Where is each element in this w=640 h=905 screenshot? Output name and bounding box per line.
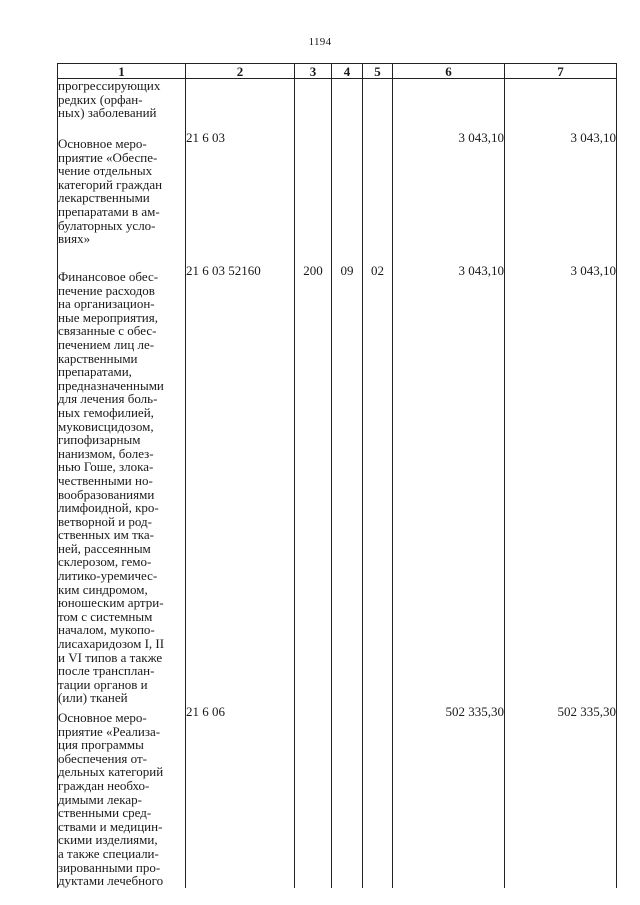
- budget-table: [57, 63, 617, 888]
- row-pr: [363, 131, 393, 264]
- row-pr: 02: [363, 264, 393, 705]
- row-vr: [295, 705, 332, 888]
- row-rz: [332, 79, 363, 132]
- row-name: Основное меро- приятие «Обеспе- чение отдельных категорий граждан лекарственными препаратами в ам- булаторных усло- виях»: [58, 131, 186, 264]
- row-code: [186, 79, 295, 132]
- row-vr: [295, 79, 332, 132]
- row-sum-2: 502 335,30: [505, 705, 617, 888]
- column-header-1: 1: [58, 64, 186, 79]
- row-sum-1: 3 043,10: [393, 264, 505, 705]
- row-sum-1: 3 043,10: [393, 131, 505, 264]
- table-row: [58, 131, 617, 264]
- table-row: [58, 705, 617, 888]
- row-sum-1: 502 335,30: [393, 705, 505, 888]
- header-row: [58, 64, 617, 79]
- column-header-2: 2: [186, 64, 295, 79]
- row-name: Основное меро- приятие «Реализа- ция программы обеспечения от- дельных категорий граждан необхо- димыми лекар- ственными сред- ствами и медицин- скими изделиями, а также специали- зированными про- дуктами лечебного: [58, 705, 186, 888]
- row-vr: [295, 131, 332, 264]
- column-header-6: 6: [393, 64, 505, 79]
- row-rz: [332, 705, 363, 888]
- row-code: 21 6 03 52160: [186, 264, 295, 705]
- row-sum-2: 3 043,10: [505, 131, 617, 264]
- row-pr: [363, 79, 393, 132]
- column-header-5: 5: [363, 64, 393, 79]
- table-row: [58, 79, 617, 132]
- row-vr: 200: [295, 264, 332, 705]
- row-sum-1: [393, 79, 505, 132]
- row-code: 21 6 06: [186, 705, 295, 888]
- column-header-7: 7: [505, 64, 617, 79]
- row-pr: [363, 705, 393, 888]
- row-sum-2: 3 043,10: [505, 264, 617, 705]
- row-rz: 09: [332, 264, 363, 705]
- table-row: [58, 264, 617, 705]
- page-number: 1194: [308, 36, 332, 48]
- row-sum-2: [505, 79, 617, 132]
- row-code: 21 6 03: [186, 131, 295, 264]
- row-name: прогрессирующих редких (орфан- ных) заболеваний: [58, 79, 186, 132]
- row-name: Финансовое обес- печение расходов на организацион- ные мероприятия, связанные с обес- печением лиц ле- карственными препаратами, предназначенными для лечения боль- ных гемофилией, муковисцидозом, гипофизарным нанизмом, болез- нью Гоше, злока- чественными но- вообразованиями лимфоидной, кро- ветворной и род- ственных им тка- ней, рассеянным склерозом, гемо- литико-уремичес- ким синдромом, юношеским артри- том с системным началом, мукопо- лисахаридозом I, II и VI типов а также после трансплан- тации органов и (или) тканей: [58, 264, 186, 705]
- column-header-4: 4: [332, 64, 363, 79]
- row-rz: [332, 131, 363, 264]
- column-header-3: 3: [295, 64, 332, 79]
